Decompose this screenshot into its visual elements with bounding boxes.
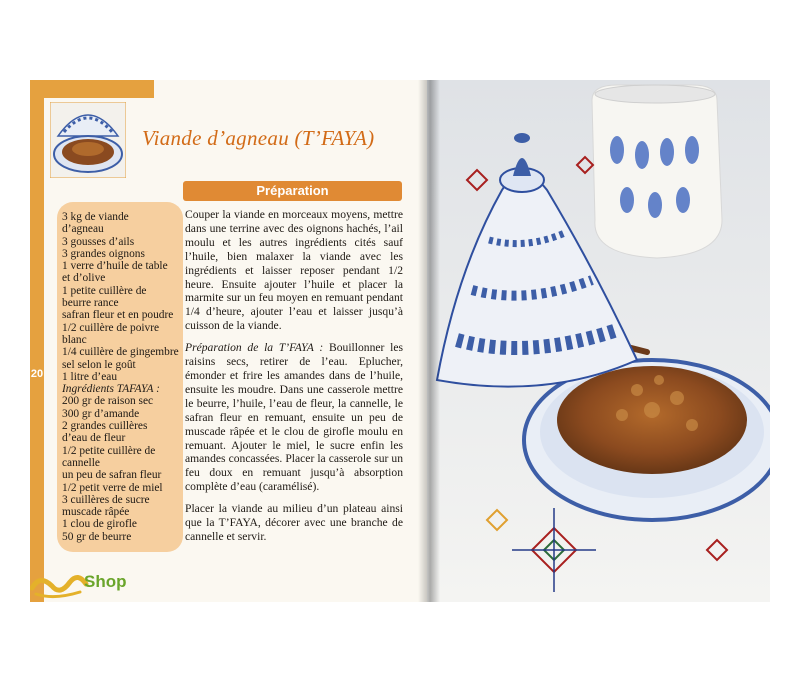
ingredient-line: 1/2 cuillère de poivre [62,321,160,334]
tfaya-steps: Bouillonner les raisins secs, retirer de l’eau. Eplucher, émonder et frire les amandes dans de l’huile, ensuite les moudre. Dans une casserole mettre le beurre, l’huile, l’eau de fleur, la cannelle, le safran fleur en remuant, ensuite un peu de muscade râpée et le clou de girofle moulu en remuant. Ajouter le miel, le sucre enfin les amandes concassées. Placer la casserole sur un feu doux en remuant jusqu’à absorption complète d’eau (caramélisé). [185,341,403,494]
ingredient-line: 1/2 petit verre de miel [62,481,163,494]
preparation-text [185,208,403,552]
ingredient-line: cannelle [62,456,100,469]
ingredient-line: sel selon le goût [62,358,136,371]
ingredient-line: safran fleur et en poudre [62,309,174,322]
ingredient-line: 1/4 cuillère de gingembre [62,346,179,359]
preparation-heading: Préparation [183,181,402,201]
ingredient-line: 3 gousses d’ails [62,235,135,248]
preparation-paragraph-2 [185,341,403,494]
ingredients-subheading: Ingrédients TAFAYA : [62,383,160,396]
ingredient-line: 1 litre d’eau [62,370,118,383]
left-page [30,80,427,602]
tajine-dish-photo [427,80,770,602]
ingredient-line: 3 grandes oignons [62,247,145,260]
tfaya-label: Préparation de la T’FAYA : [185,341,324,355]
ingredient-line: muscade râpée [62,506,130,519]
ingredient-line: un peu de safran fleur [62,469,162,482]
tajine-thumbnail-photo [50,102,126,178]
ingredient-line: 1 petite cuillère de [62,284,147,297]
page-number: 20 [30,368,44,380]
ingredient-line: blanc [62,333,87,346]
ingredient-line: 200 gr de raison sec [62,395,154,408]
preparation-paragraph-1: Couper la viande en morceaux moyens, mettre dans une terrine avec des oignons hachés, l’ail moulu et les autres ingrédients cités sauf l’huile, bien malaxer la viande avec les ingrédients et laisser reposer pendant 1/2 heure. Ensuite ajouter l’huile et placer la marmite sur un feu moyen en remuant pendant 1/4 d’heure, ajouter l’eau et laisser jusqu’à cuisson de la viande. [185,208,403,333]
ingredient-line: 300 gr d’amande [62,407,140,420]
ingredient-line: 1 verre d’huile de table [62,260,168,273]
ingredient-line: d’eau de fleur [62,432,126,445]
page-edge-strip [30,80,44,602]
ingredient-line: 2 grandes cuillères [62,420,148,433]
recipe-title: Viande d’agneau (T’FAYA) [142,126,375,150]
ingredient-line: 1 clou de girofle [62,518,137,531]
open-book-spread [30,80,770,602]
ingredient-line: 50 gr de beurre [62,530,132,543]
store-logo-text: Shop [84,572,127,591]
ingredient-line: et d’olive [62,272,106,285]
top-accent-bar [44,80,154,98]
ingredients-list [62,211,186,543]
ingredient-line: 3 kg de viande [62,211,129,223]
ingredient-line: beurre rance [62,297,119,310]
ingredient-line: d’agneau [62,223,104,236]
ingredient-line: 3 cuillères de sucre [62,493,150,506]
right-page [427,80,770,602]
ingredient-line: 1/2 petite cuillère de [62,444,156,457]
book-gutter-shadow [418,80,440,602]
preparation-paragraph-3: Placer la viande au milieu d’un plateau ainsi que la T’FAYA, décorer avec une branche de cannelle et servir. [185,502,403,543]
